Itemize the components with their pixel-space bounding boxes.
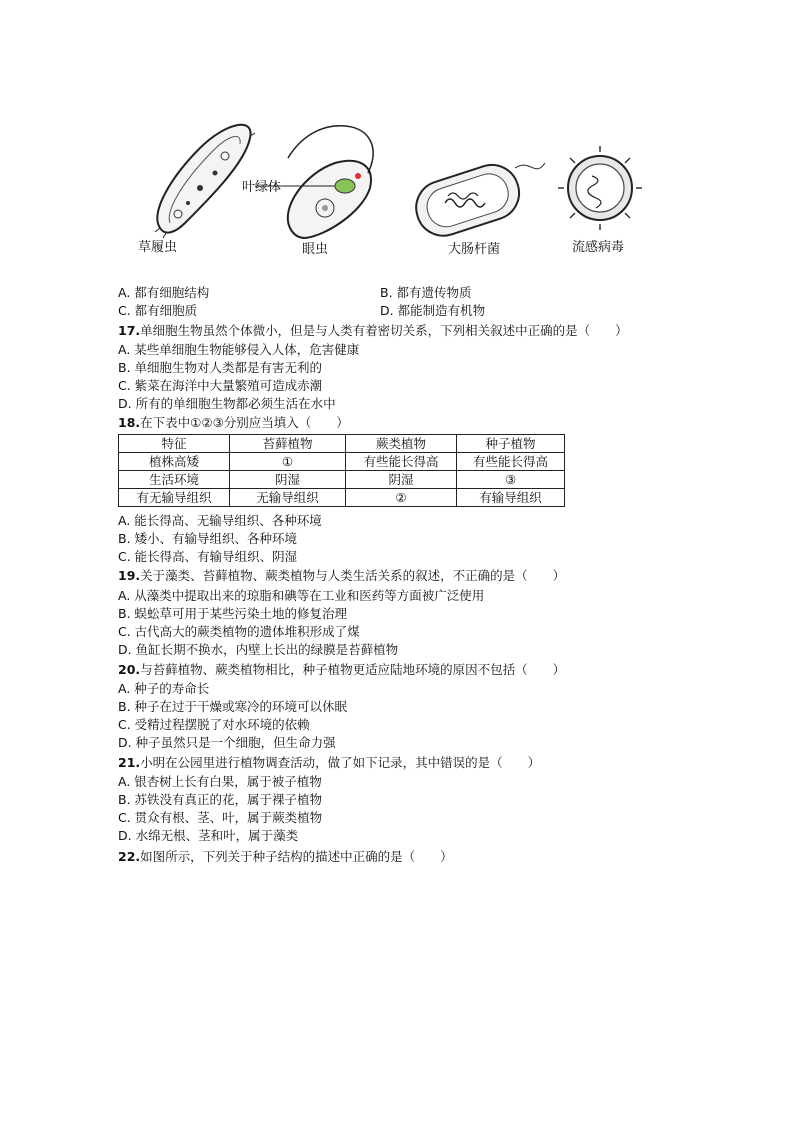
q18-option-c: C. 能长得高、有输导组织、阴湿 [118,549,298,564]
label-chloroplast: 叶绿体 [242,180,282,195]
table-cell: 有些能长得高 [346,453,457,471]
q21-number: 21. [118,755,141,770]
q17-option-b: B. 单细胞生物对人类都是有害无利的 [118,360,323,375]
table-cell: 有输导组织 [457,489,565,507]
label-euglena: 眼虫 [302,242,329,257]
q19-option-d: D. 鱼缸长期不换水，内壁上长出的绿膜是苔藓植物 [118,642,399,657]
q20-stem [118,661,565,679]
table-cell: 无输导组织 [230,489,346,507]
table-cell: ③ [457,471,565,489]
q19-text: 关于藻类、苔藓植物、蕨类植物与人类生活关系的叙述，不正确的是（ ） [140,568,566,583]
flu-virus-drawing [558,146,642,230]
table-row [119,471,565,489]
q17-option-c: C. 紫菜在海洋中大量繁殖可造成赤潮 [118,378,323,393]
q17-option-d: D. 所有的单细胞生物都必须生活在水中 [118,396,336,411]
q22-text: 如图所示，下列关于种子结构的描述中正确的是（ ） [140,849,453,864]
label-paramecium: 草履虫 [138,240,178,255]
table-header-row [119,435,565,453]
table-cell: 有些能长得高 [457,453,565,471]
q19-number: 19. [118,568,141,583]
q20-option-a: A. 种子的寿命长 [118,681,210,696]
q19-stem [118,567,565,585]
q21-option-c: C. 贯众有根、茎、叶，属于蕨类植物 [118,810,323,825]
table-cell: ① [230,453,346,471]
q17-option-a: A. 某些单细胞生物能够侵入人体，危害健康 [118,342,360,357]
q18-stem [118,414,349,432]
q16-option-c: C. 都有细胞质 [118,303,198,318]
q20-option-c: C. 受精过程摆脱了对水环境的依赖 [118,717,310,732]
q19-option-c: C. 古代高大的蕨类植物的遗体堆积形成了煤 [118,624,360,639]
q22-number: 22. [118,849,141,864]
q19-option-a: A. 从藻类中提取出来的琼脂和碘等在工业和医药等方面被广泛使用 [118,588,485,603]
table-cell: ② [346,489,457,507]
table-cell: 生活环境 [119,471,230,489]
label-flu-virus: 流感病毒 [572,240,625,255]
q20-number: 20. [118,662,141,677]
q17-number: 17. [118,323,141,338]
q20-text: 与苔藓植物、蕨类植物相比，种子植物更适应陆地环境的原因不包括（ ） [140,662,566,677]
table-header-cell: 蕨类植物 [346,435,457,453]
q17-text: 单细胞生物虽然个体微小，但是与人类有着密切关系，下列相关叙述中正确的是（ ） [140,323,628,338]
table-header-cell: 特征 [119,435,230,453]
q18-option-b: B. 矮小、有输导组织、各种环境 [118,531,298,546]
table-cell: 有无输导组织 [119,489,230,507]
q21-option-b: B. 苏铁没有真正的花，属于裸子植物 [118,792,323,807]
paramecium-drawing [155,125,255,238]
ecoli-drawing [409,158,545,243]
q21-text: 小明在公园里进行植物调查活动，做了如下记录，其中错误的是（ ） [140,755,541,770]
table-row [119,453,565,471]
q21-option-a: A. 银杏树上长有白果，属于被子植物 [118,774,322,789]
q20-option-d: D. 种子虽然只是一个细胞，但生命力强 [118,735,336,750]
table-cell: 阴湿 [230,471,346,489]
table-header-cell: 种子植物 [457,435,565,453]
q18-table [118,434,565,507]
q22-stem [118,848,453,866]
label-ecoli: 大肠杆菌 [448,242,501,257]
q18-number: 18. [118,415,141,430]
q16-option-b: B. 都有遗传物质 [380,285,472,300]
q18-text: 在下表中①②③分别应当填入（ ） [140,415,349,430]
q19-option-b: B. 蜈蚣草可用于某些污染土地的修复治理 [118,606,348,621]
organisms-figure [130,118,650,258]
q21-stem [118,754,540,772]
q16-option-a: A. 都有细胞结构 [118,285,210,300]
q16-option-d: D. 都能制造有机物 [380,303,486,318]
q18-option-a: A. 能长得高、无输导组织、各种环境 [118,513,322,528]
q17-stem [118,322,628,340]
table-cell: 阴湿 [346,471,457,489]
q20-option-b: B. 种子在过于干燥或寒冷的环境可以休眠 [118,699,348,714]
table-header-cell: 苔藓植物 [230,435,346,453]
table-cell: 植株高矮 [119,453,230,471]
q21-option-d: D. 水绵无根、茎和叶，属于藻类 [118,828,299,843]
table-row [119,489,565,507]
